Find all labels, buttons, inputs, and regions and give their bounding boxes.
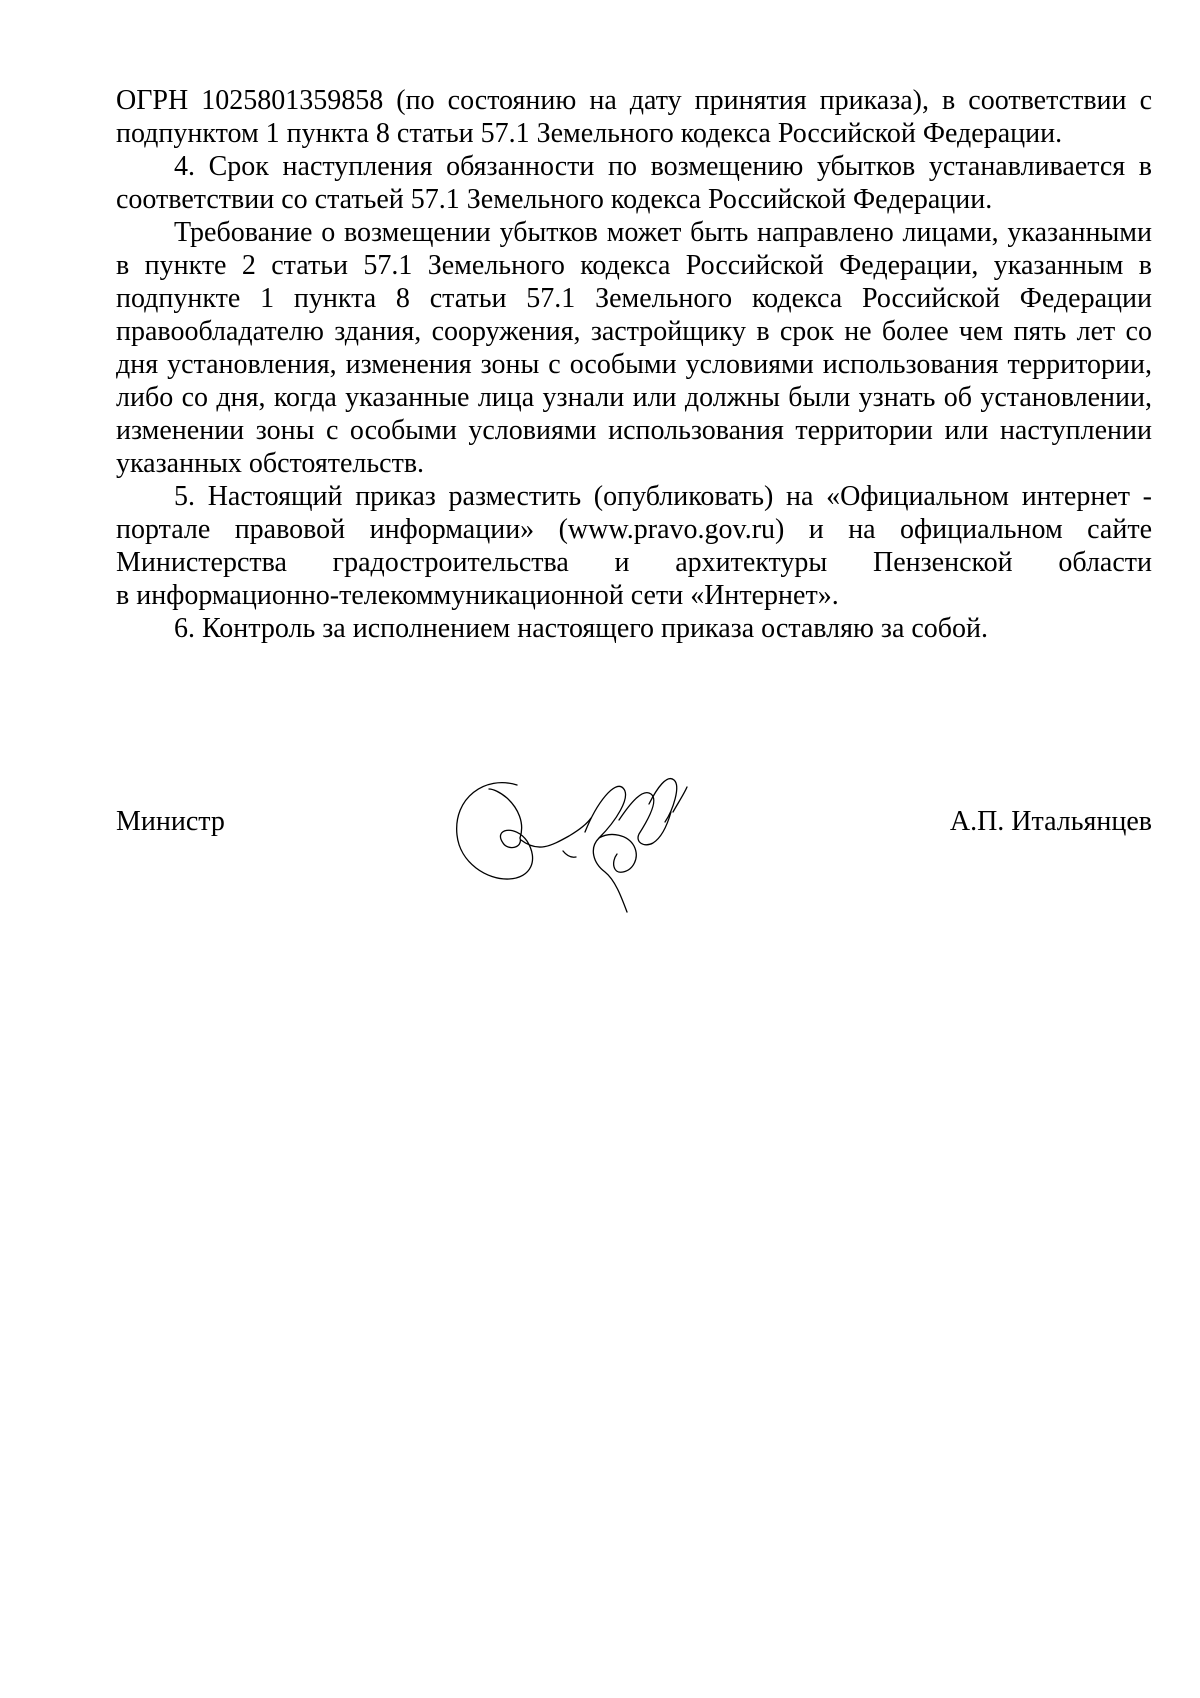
paragraph-ogrn: ОГРН 1025801359858 (по состоянию на дату принятия приказа), в соответствии с подпунктом 1 пункта 8 статьи 57.1 Земельного кодекса Российской Федерации.	[116, 85, 1152, 149]
signatory-name: А.П. Итальянцев	[949, 806, 1152, 837]
paragraph-item-6: 6. Контроль за исполнением настоящего приказа оставляю за собой.	[174, 613, 989, 644]
paragraph-item-5: 5. Настоящий приказ разместить (опубликовать) на «Официальном интернет - портале правовой информации» (www.pravo.gov.ru) и на официальном сайте Министерства градостроительства и архитектуры Пензенской области	[116, 481, 1152, 578]
paragraph-damages-claim: Требование о возмещении убытков может быть направлено лицами, указанными в пункте 2 статьи 57.1 Земельного кодекса Российской Федерации, указанным в подпункте 1 пункта 8 статьи 57.1 Земельного кодекса Российской Федерации правообладателю здания, сооружения, застройщику в срок не более чем пять лет со дня установления, изменения зоны с особыми условиями использования территории, либо со дня, когда указанные лица узнали или должны были узнать об установлении, изменении зоны с особыми условиями использования территории или наступлении указанных обстоятельств.	[116, 217, 1152, 479]
paragraph-item-4: 4. Срок наступления обязанности по возмещению убытков устанавливается в соответствии со статьей 57.1 Земельного кодекса Российской Федерации.	[116, 151, 1152, 215]
handwritten-signature	[445, 740, 715, 920]
document-body	[116, 84, 1152, 645]
signature-icon	[445, 740, 715, 920]
signatory-title: Министр	[116, 806, 225, 837]
paragraph-item-5-continued: в информационно-телекоммуникационной сети «Интернет».	[116, 580, 839, 611]
